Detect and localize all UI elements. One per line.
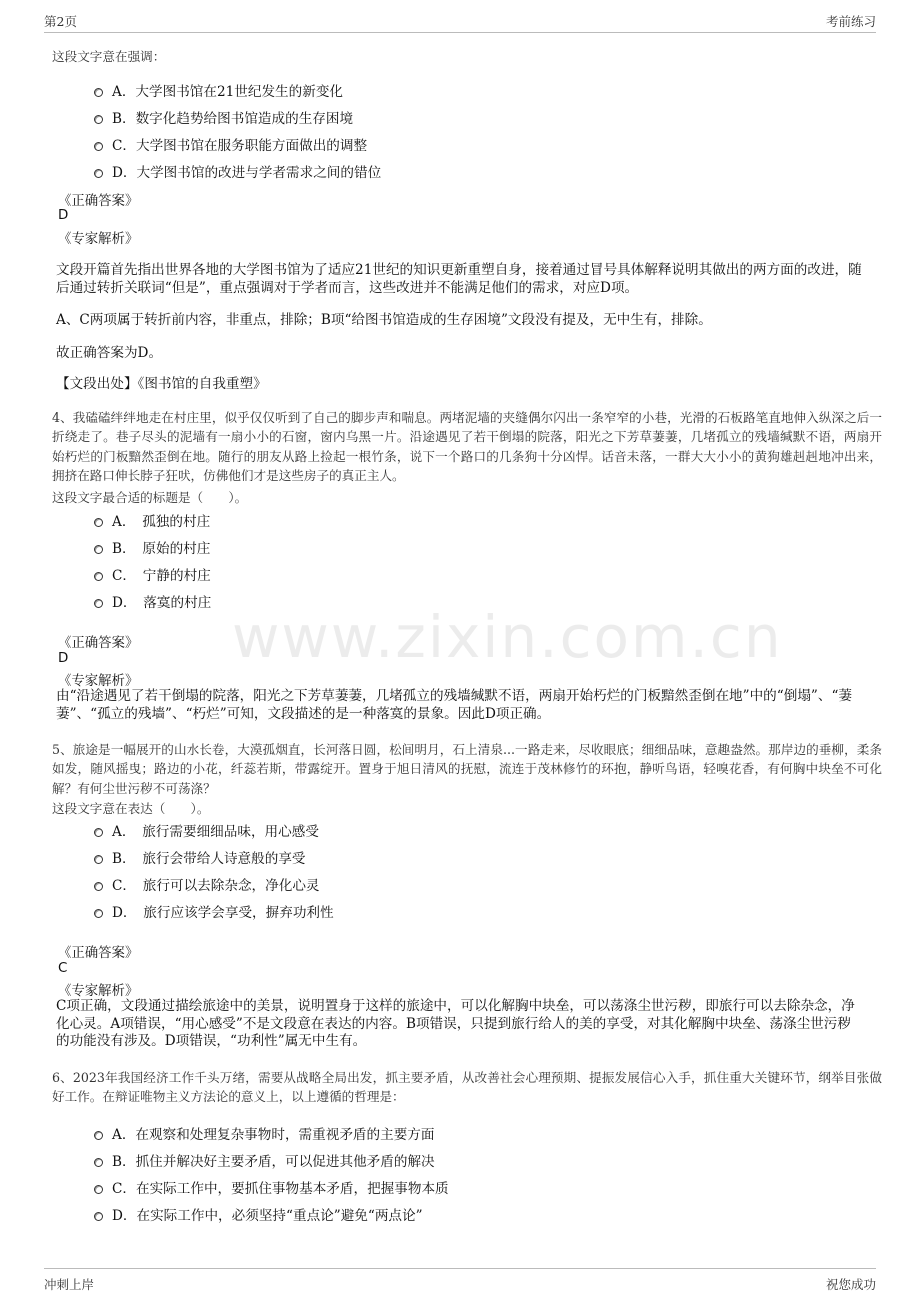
q4-passage: 4、我磕磕绊绊地走在村庄里，似乎仅仅听到了自己的脚步声和喘息。两堵泥墙的夹缝偶尔闪出一条窄窄的小巷，光滑的石板路笔直地伸入纵深之后一折绕走了。巷子尽头的泥墙有一扇小小的石窗，窗内乌黑一片。沿途遇见了若干倒塌的院落，阳光之下芳草萋萋，几堵孤立的残墙缄默不语，两扇开始朽烂的门板黯然歪倒在地。随行的朋友从路上捡起一根竹条，说下一个路口的几条狗十分凶悍。话音未落，一群大大小小的黄狗雄赳赳地冲出来，拥挤在路口伸长脖子狂吠，仿佛他们才是这些房子的真正主人。 xyxy=(52,410,882,484)
q3-option-b[interactable]: B．数字化趋势给图书馆造成的生存困境 xyxy=(94,107,353,127)
q4-option-b[interactable]: B． 原始的村庄 xyxy=(94,537,210,557)
radio-icon[interactable] xyxy=(94,1212,103,1221)
radio-icon[interactable] xyxy=(94,1131,103,1140)
footer-right: 祝您成功 xyxy=(825,1277,876,1292)
radio-icon[interactable] xyxy=(94,909,103,918)
radio-icon[interactable] xyxy=(94,545,103,554)
q6-option-a[interactable]: A．在观察和处理复杂事物时，需重视矛盾的主要方面 xyxy=(94,1123,434,1143)
radio-icon[interactable] xyxy=(94,882,103,891)
q3-option-d[interactable]: D．大学图书馆的改进与学者需求之间的错位 xyxy=(94,161,381,181)
radio-icon[interactable] xyxy=(94,115,103,124)
q4-answer: D xyxy=(58,651,69,666)
radio-icon[interactable] xyxy=(94,169,103,178)
q3-answer: D xyxy=(58,208,69,223)
q3-answer-label: 《正确答案》 xyxy=(58,194,139,209)
radio-icon[interactable] xyxy=(94,855,103,864)
radio-icon[interactable] xyxy=(94,1158,103,1167)
q6-option-d[interactable]: D．在实际工作中，必须坚持“重点论”避免“两点论” xyxy=(94,1204,423,1224)
q5-analysis-label: 《专家解析》 xyxy=(58,984,139,999)
q4-analysis-label: 《专家解析》 xyxy=(58,674,139,689)
q6-option-c[interactable]: C．在实际工作中，要抓住事物基本矛盾，把握事物本质 xyxy=(94,1177,449,1197)
radio-icon[interactable] xyxy=(94,599,103,608)
q5-passage: 5、旅途是一幅展开的山水长卷，大漠孤烟直，长河落日圆，松间明月，石上清泉...一路走来，尽收眼底；细细品味，意趣盎然。那岸边的垂柳，柔条如发，随风摇曳；路边的小花，纤蕊若斯，带露绽开。置身于旭日清风的抚慰，流连于茂林修竹的环抱，静听鸟语，轻嗅花香，有何胸中块垒不可化解？有何尘世污秽不可荡涤？ xyxy=(52,742,882,796)
q3-analysis-p2: A、C两项属于转折前内容，非重点，排除；B项“给图书馆造成的生存困境”文段没有提及，无中生有，排除。 xyxy=(56,312,712,328)
q6-passage: 6、2023年我国经济工作千头万绪，需要从战略全局出发，抓主要矛盾，从改善社会心理预期、提振发展信心入手，抓住重大关键环节，纲举目张做好工作。在辩证唯物主义方法论的意义上，以上遵循的哲理是： xyxy=(52,1070,882,1105)
q3-analysis-label: 《专家解析》 xyxy=(58,232,139,247)
radio-icon[interactable] xyxy=(94,518,103,527)
q5-option-c[interactable]: C． 旅行可以去除杂念，净化心灵 xyxy=(94,874,320,894)
radio-icon[interactable] xyxy=(94,142,103,151)
q4-analysis: 由“沿途遇见了若干倒塌的院落，阳光之下芳草萋萋，几堵孤立的残墙缄默不语，两扇开始朽烂的门板黯然歪倒在地”中的“倒塌”、“萋萋”、“孤立的残墙”、“朽烂”可知，文段描述的是一种落寞的景象。因此D项正确。 xyxy=(56,688,852,722)
header-title: 考前练习 xyxy=(825,14,876,29)
q6-option-b[interactable]: B．抓住并解决好主要矛盾，可以促进其他矛盾的解决 xyxy=(94,1150,435,1170)
footer-left: 冲刺上岸 xyxy=(44,1277,95,1292)
q3-source: 【文段出处】《图书馆的自我重塑》 xyxy=(56,376,267,392)
q4-answer-label: 《正确答案》 xyxy=(58,636,139,651)
radio-icon[interactable] xyxy=(94,572,103,581)
q3-analysis-p1: 文段开篇首先指出世界各地的大学图书馆为了适应21世纪的知识更新重塑自身，接着通过冒号具体解释说明其做出的两方面的改进，随后通过转折关联词“但是”，重点强调对于学者而言，这些改进并不能满足他们的需求，对应D项。 xyxy=(56,262,862,296)
q5-answer-label: 《正确答案》 xyxy=(58,946,139,961)
q3-stem: 这段文字意在强调： xyxy=(52,49,166,64)
q5-analysis: C项正确，文段通过描绘旅途中的美景，说明置身于这样的旅途中，可以化解胸中块垒，可以荡涤尘世污秽，即旅行可以去除杂念，净化心灵。A项错误，“用心感受”不是文段意在表达的内容。B项错误，只提到旅行给人的美的享受，对其化解胸中块垒、荡涤尘世污秽的功能没有涉及。D项错误，“功利性”属无中生有。 xyxy=(56,998,855,1050)
q4-option-a[interactable]: A． 孤独的村庄 xyxy=(94,510,210,530)
q3-option-c[interactable]: C．大学图书馆在服务职能方面做出的调整 xyxy=(94,134,367,154)
page-footer xyxy=(44,1268,876,1293)
q5-stem: 这段文字意在表达（ ）。 xyxy=(52,801,210,816)
radio-icon[interactable] xyxy=(94,1185,103,1194)
q4-option-d[interactable]: D． 落寞的村庄 xyxy=(94,591,211,611)
page-number: 第2页 xyxy=(44,14,77,29)
q5-option-b[interactable]: B． 旅行会带给人诗意般的享受 xyxy=(94,847,306,867)
q3-option-a[interactable]: A．大学图书馆在21世纪发生的新变化 xyxy=(94,80,343,100)
q4-option-c[interactable]: C． 宁静的村庄 xyxy=(94,564,211,584)
q5-answer: C xyxy=(58,961,68,976)
q4-stem: 这段文字最合适的标题是（ ）。 xyxy=(52,490,248,505)
q5-option-d[interactable]: D． 旅行应该学会享受，摒弃功利性 xyxy=(94,901,334,921)
radio-icon[interactable] xyxy=(94,88,103,97)
q3-analysis-p3: 故正确答案为D。 xyxy=(56,345,163,361)
watermark: www.zixin.com.cn xyxy=(232,603,783,671)
radio-icon[interactable] xyxy=(94,828,103,837)
page-header xyxy=(44,12,876,33)
q5-option-a[interactable]: A． 旅行需要细细品味，用心感受 xyxy=(94,820,319,840)
